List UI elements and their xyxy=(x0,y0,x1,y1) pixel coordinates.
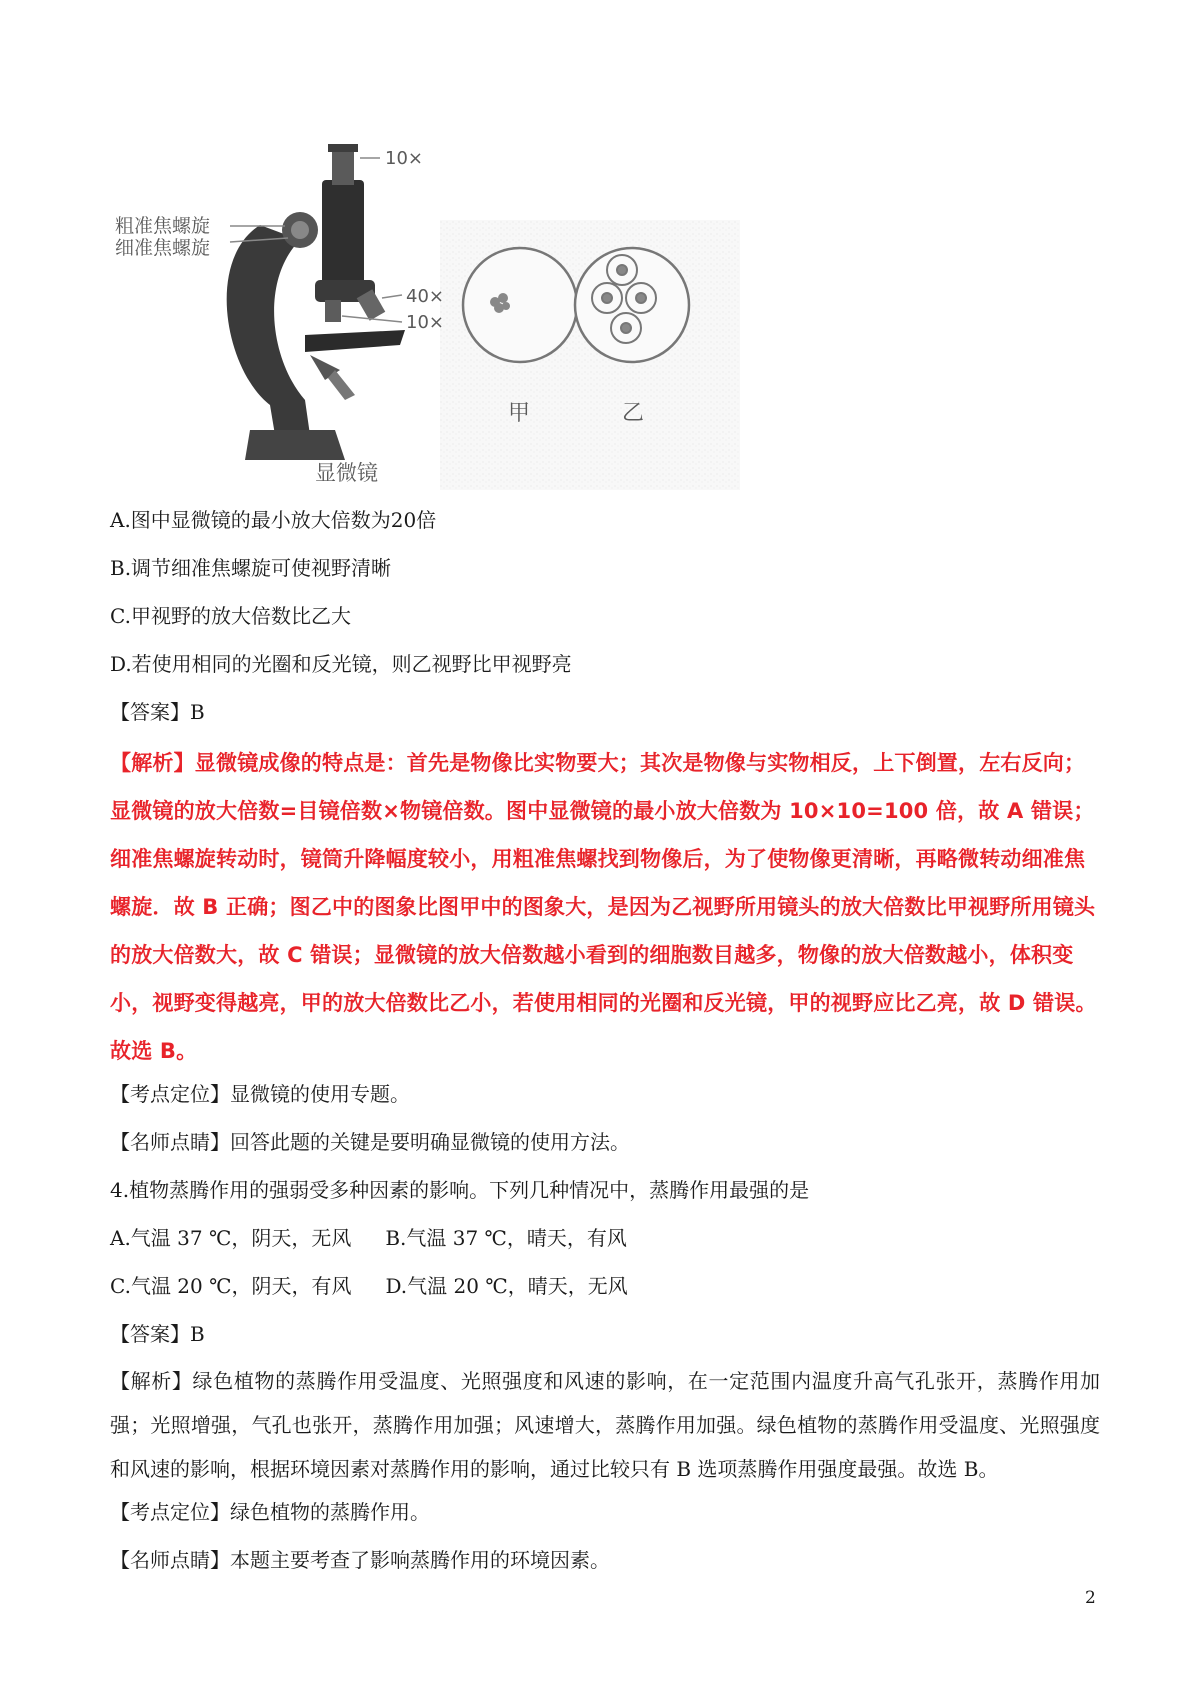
page-number: 2 xyxy=(1085,1588,1096,1608)
microscope-caption: 显微镜 xyxy=(315,461,378,485)
q3-option-d: D.若使用相同的光圈和反光镜，则乙视野比甲视野亮 xyxy=(110,652,572,676)
q3-mingshi: 【名师点睛】回答此题的关键是要明确显微镜的使用方法。 xyxy=(110,1130,630,1154)
q4-kaodian: 【考点定位】绿色植物的蒸腾作用。 xyxy=(110,1500,430,1524)
objective-40-label: 40× xyxy=(406,286,444,307)
q4-options-row-2 xyxy=(110,1271,1100,1301)
q4-stem: 4.植物蒸腾作用的强弱受多种因素的影响。下列几种情况中，蒸腾作用最强的是 xyxy=(110,1178,810,1202)
q4-analysis: 【解析】绿色植物的蒸腾作用受温度、光照强度和风速的影响，在一定范围内温度升高气孔张开，蒸腾作用加强；光照增强，气孔也张开，蒸腾作用加强；风速增大，蒸腾作用加强。绿色植物的蒸腾作用受温度、光照强度和风速的影响，根据环境因素对蒸腾作用的影响，通过比较只有 B 选项蒸腾作用强度最强。故选 B。 xyxy=(110,1369,1100,1481)
q4-answer: 【答案】B xyxy=(110,1322,205,1346)
page-content xyxy=(110,505,1100,1593)
q3-answer: 【答案】B xyxy=(110,700,205,724)
yi-caption: 乙 xyxy=(622,401,645,426)
q4-mingshi: 【名师点睛】本题主要考查了影响蒸腾作用的环境因素。 xyxy=(110,1548,610,1572)
q3-kaodian: 【考点定位】显微镜的使用专题。 xyxy=(110,1082,410,1106)
microscope-figure xyxy=(110,130,750,490)
coarse-knob-label: 粗准焦螺旋 xyxy=(115,215,211,237)
q4-option-a: A.气温 37 ℃，阴天，无风 xyxy=(110,1226,352,1250)
q3-option-c: C.甲视野的放大倍数比乙大 xyxy=(110,604,351,628)
q4-option-b: B.气温 37 ℃，晴天，有风 xyxy=(385,1226,627,1250)
eyepiece-label: 10× xyxy=(385,148,423,169)
q4-options-row-1 xyxy=(110,1223,1100,1253)
jia-caption: 甲 xyxy=(508,401,531,426)
q3-analysis: 【解析】显微镜成像的特点是：首先是物像比实物要大；其次是物像与实物相反，上下倒置，左右反向；显微镜的放大倍数=目镜倍数×物镜倍数。图中显微镜的最小放大倍数为 10×10=100 倍，故 A 错误；细准焦螺旋转动时，镜筒升降幅度较小，用粗准焦螺找到物像后，为了使物像更清晰，再略微转动细准焦螺旋．故 B 正确；图乙中的图象比图甲中的图象大，是因为乙视野所用镜头的放大倍数比甲视野所用镜头的放大倍数大，故 C 错误；显微镜的放大倍数越小看到的细胞数目越多，物像的放大倍数越小，体积变小，视野变得越亮，甲的放大倍数比乙小，若使用相同的光圈和反光镜，甲的视野应比乙亮，故 D 错误。故选 B。 xyxy=(110,751,1097,1063)
q3-option-a: A.图中显微镜的最小放大倍数为20倍 xyxy=(110,508,437,532)
q3-option-b: B.调节细准焦螺旋可使视野清晰 xyxy=(110,556,392,580)
fine-knob-label: 细准焦螺旋 xyxy=(115,237,211,259)
objective-10-label: 10× xyxy=(406,312,444,333)
microscope-diagram xyxy=(110,130,750,490)
q4-option-d: D.气温 20 ℃，晴天，无风 xyxy=(385,1274,628,1298)
field-jia-circle xyxy=(463,248,577,362)
field-yi-circle xyxy=(575,248,689,362)
q4-option-c: C.气温 20 ℃，阴天，有风 xyxy=(110,1274,352,1298)
